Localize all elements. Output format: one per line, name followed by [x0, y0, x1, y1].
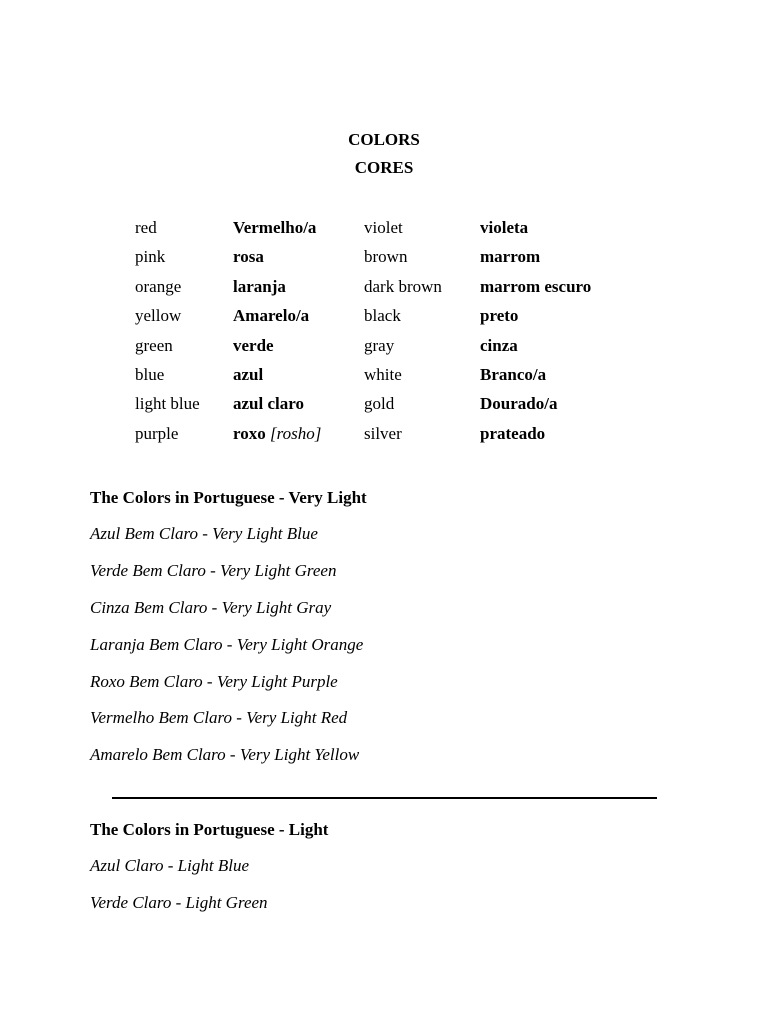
portuguese-color: Branco/a — [480, 364, 547, 384]
english-color: dark brown — [364, 276, 442, 296]
portuguese-word: verde — [233, 335, 274, 355]
english-color: orange — [135, 276, 182, 296]
list-item: Amarelo Bem Claro - Very Light Yellow — [90, 745, 360, 765]
portuguese-color — [233, 392, 304, 416]
vocab-row — [135, 334, 655, 363]
portuguese-color — [233, 275, 286, 299]
vocab-row — [135, 245, 655, 274]
english-color: yellow — [135, 306, 182, 326]
section-divider — [112, 797, 657, 799]
vocab-row — [135, 422, 655, 451]
english-color: red — [135, 218, 157, 237]
light-section-heading: The Colors in Portuguese - Light — [90, 820, 329, 839]
vocab-row — [135, 275, 655, 304]
english-color: violet — [364, 218, 403, 237]
portuguese-word: azul claro — [233, 394, 304, 414]
english-color: light blue — [135, 394, 200, 414]
portuguese-color — [233, 422, 321, 446]
portuguese-word: roxo — [233, 423, 266, 443]
english-color: brown — [364, 247, 408, 267]
portuguese-color — [233, 334, 274, 358]
english-color: pink — [135, 247, 166, 267]
portuguese-word: Vermelho/a — [233, 218, 317, 237]
very-light-section-heading: The Colors in Portuguese - Very Light — [90, 488, 367, 507]
list-item: Azul Claro - Light Blue — [90, 856, 249, 875]
page-title-portuguese: CORES — [354, 158, 414, 177]
english-color: purple — [135, 423, 179, 443]
vocab-row — [135, 392, 655, 421]
vocab-row — [135, 363, 655, 392]
portuguese-word: azul — [233, 364, 264, 384]
english-color: gold — [364, 394, 395, 414]
portuguese-word: Amarelo/a — [233, 306, 310, 326]
portuguese-color: preto — [480, 306, 519, 326]
pronunciation-note: [rosho] — [270, 423, 322, 443]
english-color: silver — [364, 423, 402, 443]
vocab-row — [135, 304, 655, 333]
light-color-list — [90, 855, 268, 929]
english-color: green — [135, 335, 173, 355]
portuguese-color: Dourado/a — [480, 394, 558, 414]
color-vocabulary-table — [135, 216, 655, 451]
vocab-row — [135, 216, 655, 245]
english-color: blue — [135, 364, 165, 384]
english-color: black — [364, 306, 401, 326]
list-item: Roxo Bem Claro - Very Light Purple — [90, 671, 338, 691]
english-color: gray — [364, 335, 395, 355]
portuguese-color: marrom escuro — [480, 276, 592, 296]
portuguese-color: cinza — [480, 335, 518, 355]
list-item: Vermelho Bem Claro - Very Light Red — [90, 708, 348, 728]
portuguese-color — [233, 363, 263, 387]
page-title-english: COLORS — [348, 130, 420, 149]
portuguese-color: prateado — [480, 423, 546, 443]
portuguese-color — [233, 216, 316, 240]
list-item: Verde Bem Claro - Very Light Green — [90, 560, 337, 580]
english-color: white — [364, 364, 402, 384]
portuguese-color: marrom — [480, 247, 541, 267]
portuguese-color: violeta — [480, 218, 529, 237]
portuguese-color — [233, 245, 264, 269]
list-item: Cinza Bem Claro - Very Light Gray — [90, 597, 332, 617]
list-item: Laranja Bem Claro - Very Light Orange — [90, 634, 364, 654]
very-light-color-list — [90, 523, 363, 781]
portuguese-word: laranja — [233, 276, 286, 296]
portuguese-color — [233, 304, 309, 328]
list-item: Azul Bem Claro - Very Light Blue — [90, 524, 318, 543]
list-item: Verde Claro - Light Green — [90, 892, 268, 912]
portuguese-word: rosa — [233, 247, 264, 267]
